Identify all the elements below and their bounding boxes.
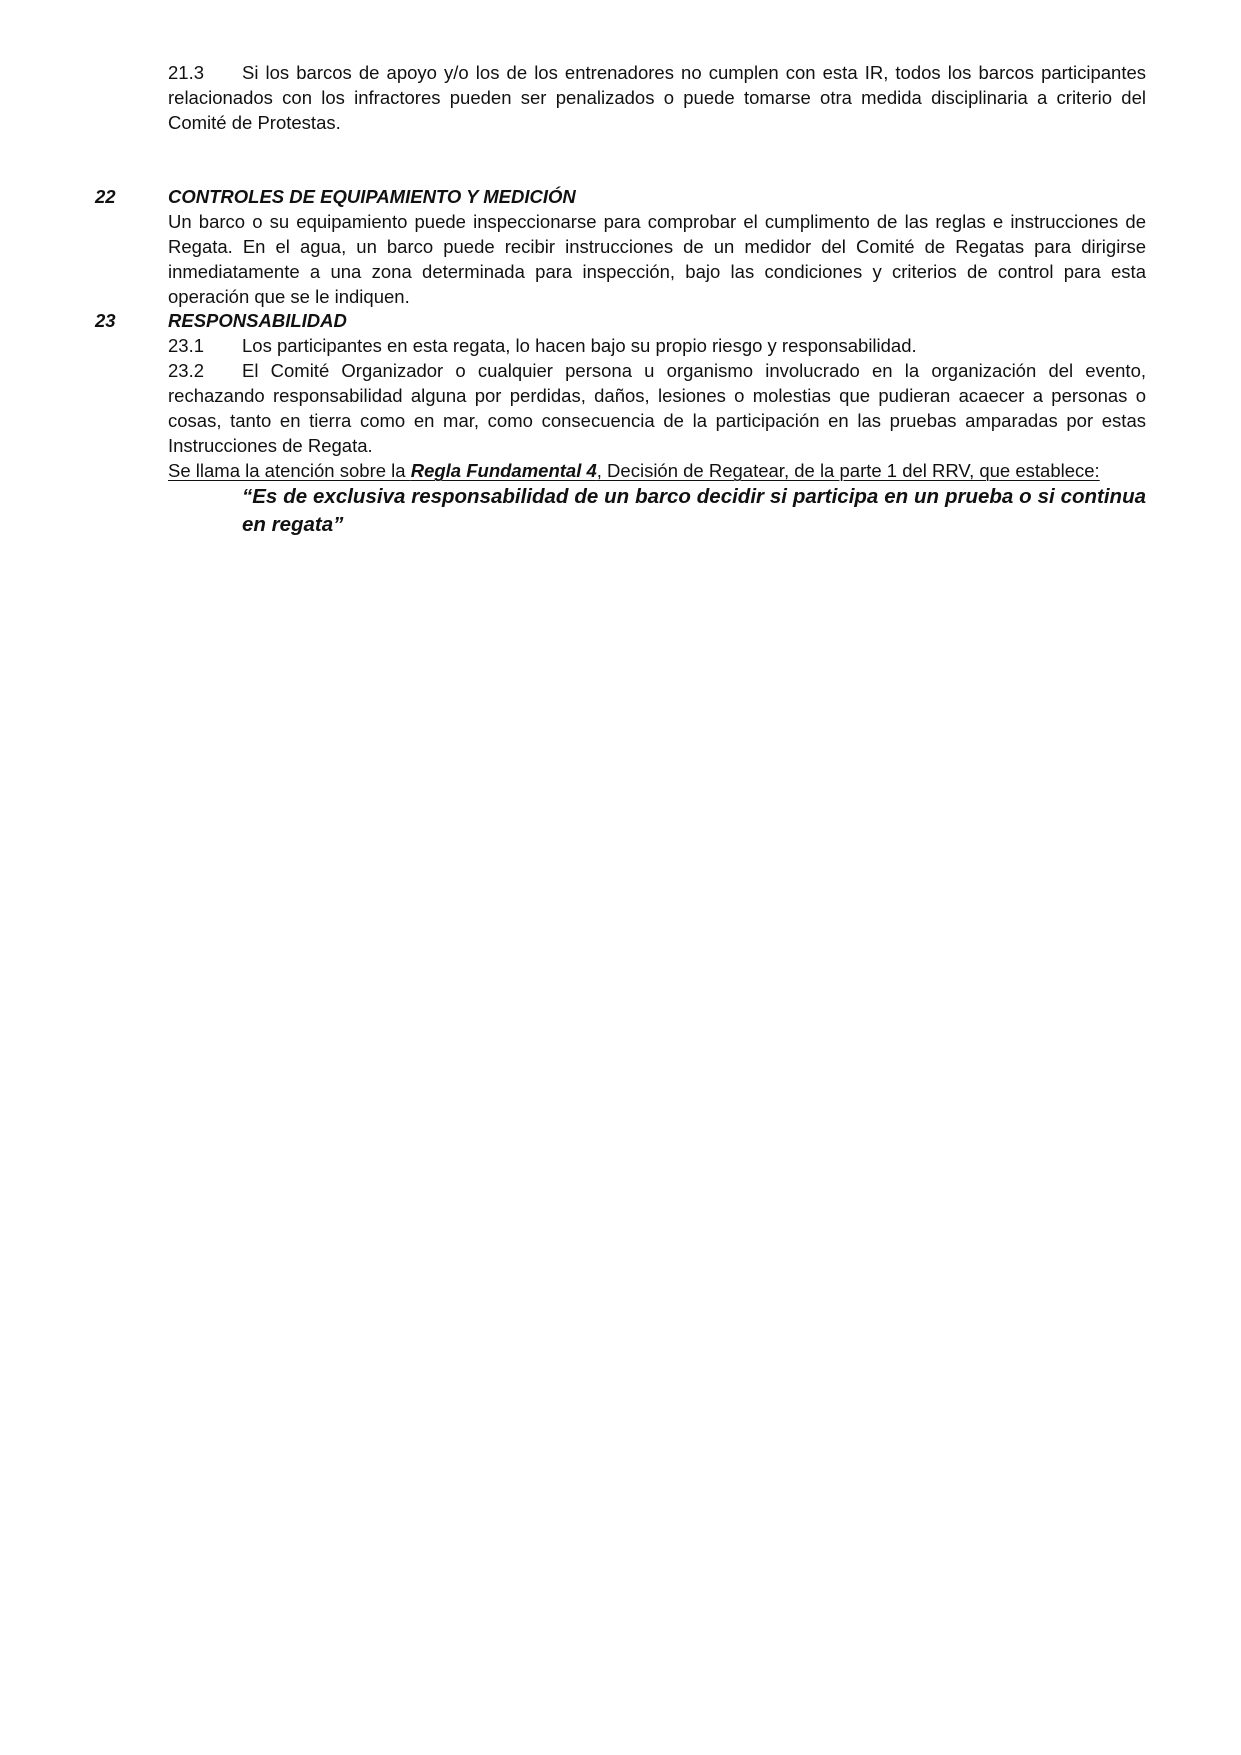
section-number-23: 23 — [95, 310, 116, 331]
section-title-22: CONTROLES DE EQUIPAMIENTO Y MEDICIÓN — [168, 186, 576, 207]
item-number: 23.2 — [168, 360, 205, 381]
paragraph-21-3 — [168, 60, 1146, 135]
rule-quote: “Es de exclusiva responsabilidad de un barco decidir si participa en un prueba o si continua en regata” — [242, 485, 1146, 536]
paragraph-23-1 — [168, 333, 1146, 358]
item-text: Los participantes en esta regata, lo hacen bajo su propio riesgo y responsabilidad. — [242, 335, 917, 356]
paragraph-23-2 — [168, 358, 1146, 458]
section-22 — [168, 184, 1146, 309]
section-22-body: Un barco o su equipamiento puede inspeccionarse para comprobar el cumplimento de las reglas e instrucciones de Regata. En el agua, un barco puede recibir instrucciones de un medidor del Comité de Regatas para dirigirse inmediatamente a una zona determinada para inspección, bajo las condiciones y criterios de control para esta operación que se le indiquen. — [168, 211, 1146, 307]
item-number: 21.3 — [168, 62, 205, 83]
notice-text-before: Se llama la atención sobre la — [168, 460, 411, 481]
rule-notice — [168, 458, 1146, 483]
notice-text-after: , Decisión de Regatear, de la parte 1 del RRV, que establece: — [596, 460, 1100, 481]
rule-reference: Regla Fundamental 4 — [410, 460, 597, 481]
item-text: Si los barcos de apoyo y/o los de los entrenadores no cumplen con esta IR, todos los barcos participantes relacionados con los infractores pueden ser penalizados o puede tomarse otra medida disciplinaria a criterio del Comité de Protestas. — [168, 62, 1146, 133]
section-number-22: 22 — [95, 186, 116, 207]
item-number: 23.1 — [168, 335, 205, 356]
section-title-23: RESPONSABILIDAD — [168, 310, 347, 331]
section-23 — [168, 308, 1146, 539]
item-text: El Comité Organizador o cualquier persona u organismo involucrado en la organización del evento, rechazando responsabilidad alguna por perdidas, daños, lesiones o molestias que pudieran acaecer a personas o cosas, tanto en tierra como en mar, como consecuencia de la participación en las pruebas amparadas por estas Instrucciones de Regata. — [168, 360, 1146, 456]
